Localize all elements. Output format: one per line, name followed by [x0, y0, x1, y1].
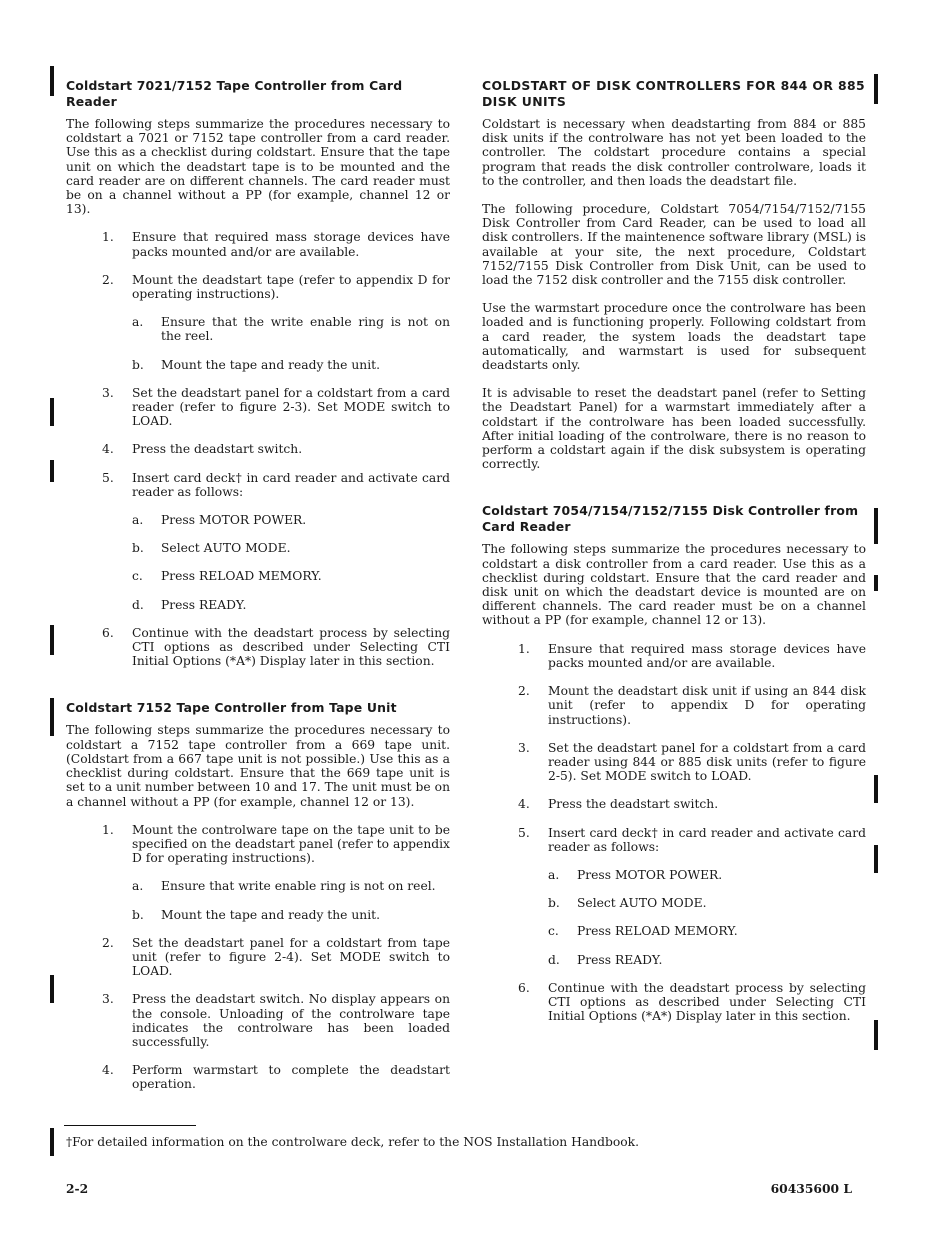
change-bar: [874, 575, 878, 591]
change-bar: [50, 1128, 54, 1156]
paragraph: It is advisable to reset the deadstart panel (refer to Setting the Deadstart Panel) for a warmstart immediately after a coldstart if the controlware has been loaded successfully. After initial loading of the controlware, there is no reason to perform a coldstart again if the disk subsystem is operating correctly.: [482, 386, 866, 472]
substep-text: Ensure that the write enable ring is not on the reel.: [161, 315, 450, 344]
substep-text: Select AUTO MODE.: [577, 896, 707, 911]
step-number: 1.: [102, 822, 114, 837]
step-text: Press the deadstart switch.: [548, 797, 719, 812]
step-text: Mount the deadstart tape (refer to appendix D for operating instructions).: [132, 272, 450, 302]
substep-item: [66, 358, 450, 372]
change-bar: [50, 398, 54, 426]
paragraph: Coldstart is necessary when deadstarting from 884 or 885 disk units if the controlware has not yet been loaded to the controller. The coldstart procedure contains a special program that reads the disk controller controlware, loads it to the controller, and then loads the deadstart file.: [482, 117, 866, 188]
substep-item: [66, 598, 450, 612]
substep-item: [66, 513, 450, 527]
paragraph: The following procedure, Coldstart 7054/7154/7152/7155 Disk Controller from Card Reader, can be used to load all disk controllers. If the maintenence software library (MSL) is available at your site, the next procedure, Coldstart 7152/7155 Disk Controller from Disk Unit, can be used to load the 7152 disk controller and the 7155 disk controller.: [482, 202, 866, 288]
step-text: Mount the deadstart disk unit if using an 844 disk unit (refer to appendix D for operating instructions).: [548, 684, 866, 727]
step-item: [66, 386, 450, 429]
substep-text: Select AUTO MODE.: [161, 541, 291, 556]
change-bar: [874, 775, 878, 803]
substep-letter: a.: [548, 867, 560, 882]
page-number: 2-2: [66, 1181, 89, 1196]
step-text: Set the deadstart panel for a coldstart from tape unit (refer to figure 2-4). Set MODE switch to LOAD.: [132, 935, 450, 979]
step-number: 6.: [518, 980, 530, 995]
paragraph: The following steps summarize the procedures necessary to coldstart a 7152 tape controller from a 669 tape unit. (Coldstart from a 667 tape unit is not possible.) Use this as a checklist during coldstart. Ensure that the 669 tape unit is set to a unit number between 10 and 17. The unit must be on a channel without a PP (for example, channel 12 or 13).: [66, 723, 450, 809]
substep-item: [66, 908, 450, 922]
step-item: [66, 471, 450, 499]
substep-text: Press RELOAD MEMORY.: [577, 924, 738, 939]
paragraph: The following steps summarize the procedures necessary to coldstart a disk controller from a card reader. Use this as a checklist during coldstart. Ensure that the card reader and disk unit on which the deadstart device is mounted are on different channels. The card reader must be on a channel without a PP (for example, channel 12 or 13).: [482, 542, 866, 628]
change-bar: [874, 74, 878, 104]
step-text: Perform warmstart to complete the deadstart operation.: [132, 1063, 450, 1092]
step-item: [66, 273, 450, 301]
step-text: Ensure that required mass storage devices have packs mounted and/or are available.: [132, 230, 450, 259]
step-item: [482, 642, 866, 670]
substep-item: [66, 541, 450, 555]
substep-letter: a.: [132, 315, 144, 330]
step-item: [482, 797, 866, 811]
step-number: 3.: [102, 992, 114, 1007]
section-heading: Coldstart 7054/7154/7152/7155 Disk Controller from Card Reader: [482, 503, 859, 535]
substep-text: Ensure that write enable ring is not on reel.: [161, 879, 436, 894]
substep-item: [482, 868, 866, 882]
substep-text: Mount the tape and ready the unit.: [161, 907, 380, 922]
substep-letter: c.: [548, 924, 559, 939]
substep-letter: b.: [132, 541, 144, 556]
step-text: Set the deadstart panel for a coldstart from a card reader (refer to figure 2-3). Set MODE switch to LOAD.: [132, 385, 450, 429]
change-bar: [50, 698, 54, 736]
footnote-rule: [64, 1125, 196, 1126]
footnote: †For detailed information on the controlware deck, refer to the NOS Installation Handbook.: [66, 1135, 639, 1149]
section-heading: COLDSTART OF DISK CONTROLLERS FOR 844 OR 885 DISK UNITS: [482, 78, 866, 109]
step-text: Set the deadstart panel for a coldstart from a card reader using 844 or 885 disk units (refer to figure 2-5). Set MODE switch to LOAD.: [548, 740, 866, 784]
change-bar: [874, 845, 878, 873]
change-bar: [874, 508, 878, 544]
substep-item: [482, 924, 866, 938]
substep-text: Press READY.: [161, 597, 247, 612]
step-number: 3.: [102, 385, 114, 400]
step-item: [66, 442, 450, 456]
step-number: 6.: [102, 625, 114, 640]
change-bar: [50, 66, 54, 96]
step-text: Insert card deck† in card reader and activate card reader as follows:: [132, 470, 450, 499]
step-number: 2.: [102, 935, 114, 950]
step-text: Continue with the deadstart process by selecting CTI options as described under Selecting CTI Initial Options (*A*) Display later in this section.: [132, 625, 450, 669]
step-text: Press the deadstart switch.: [132, 442, 303, 457]
step-text: Insert card deck† in card reader and activate card reader as follows:: [548, 825, 866, 854]
substep-text: Press MOTOR POWER.: [161, 513, 307, 528]
substep-item: [66, 315, 450, 343]
step-item: [482, 684, 866, 727]
substep-letter: a.: [132, 513, 144, 528]
step-item: [66, 992, 450, 1049]
step-item: [482, 741, 866, 784]
step-text: Press the deadstart switch. No display appears on the console. Unloading of the controlware tape indicates the controlware has been loaded successfully.: [132, 992, 450, 1049]
step-text: Continue with the deadstart process by selecting CTI options as described under Selecting CTI Initial Options (*A*) Display later in this section.: [548, 980, 866, 1024]
change-bar: [874, 1020, 878, 1050]
left-column: [66, 78, 450, 1106]
substep-text: Press RELOAD MEMORY.: [161, 569, 322, 584]
step-number: 3.: [518, 740, 530, 755]
substep-letter: a.: [132, 879, 144, 894]
step-text: Mount the controlware tape on the tape unit to be specified on the deadstart panel (refer to appendix D for operating instructions).: [132, 822, 450, 866]
step-number: 5.: [518, 825, 530, 840]
substep-text: Press MOTOR POWER.: [577, 867, 723, 882]
paragraph: The following steps summarize the procedures necessary to coldstart a 7021 or 7152 tape controller from a card reader. Use this as a checklist during coldstart. Ensure that the tape unit on which the deadstart tape is to be mounted and the card reader are on different channels. The card reader must be on a channel without a PP (for example, channel 12 or 13).: [66, 117, 450, 217]
change-bar: [50, 975, 54, 1003]
step-number: 4.: [102, 442, 114, 457]
substep-letter: d.: [548, 952, 560, 967]
step-item: [66, 230, 450, 258]
step-item: [482, 826, 866, 854]
step-number: 1.: [102, 230, 114, 245]
step-number: 2.: [518, 684, 530, 699]
substep-item: [66, 879, 450, 893]
step-item: [66, 823, 450, 866]
substep-text: Press READY.: [577, 952, 663, 967]
step-item: [66, 1063, 450, 1091]
section-heading: Coldstart 7152 Tape Controller from Tape Unit: [66, 700, 397, 716]
step-text: Ensure that required mass storage devices have packs mounted and/or are available.: [548, 641, 866, 670]
substep-letter: b.: [132, 357, 144, 372]
step-item: [482, 981, 866, 1024]
right-column: [482, 78, 866, 1037]
section-heading: Coldstart 7021/7152 Tape Controller from Card Reader: [66, 78, 403, 109]
step-item: [66, 626, 450, 669]
step-number: 5.: [102, 470, 114, 485]
change-bar: [50, 460, 54, 482]
substep-item: [482, 953, 866, 967]
step-item: [66, 936, 450, 979]
document-number: 60435600 L: [770, 1181, 852, 1196]
substep-letter: b.: [548, 896, 560, 911]
substep-letter: b.: [132, 907, 144, 922]
substep-item: [482, 896, 866, 910]
step-number: 1.: [518, 641, 530, 656]
change-bar: [50, 625, 54, 655]
substep-text: Mount the tape and ready the unit.: [161, 357, 380, 372]
step-number: 2.: [102, 272, 114, 287]
substep-letter: c.: [132, 569, 143, 584]
substep-item: [66, 569, 450, 583]
step-number: 4.: [102, 1063, 114, 1078]
paragraph: Use the warmstart procedure once the controlware has been loaded and is functioning properly. Following coldstart from a card reader, the system loads the deadstart tape automatically, and warmstart is used for subsequent deadstarts only.: [482, 301, 866, 373]
step-number: 4.: [518, 797, 530, 812]
substep-letter: d.: [132, 597, 144, 612]
